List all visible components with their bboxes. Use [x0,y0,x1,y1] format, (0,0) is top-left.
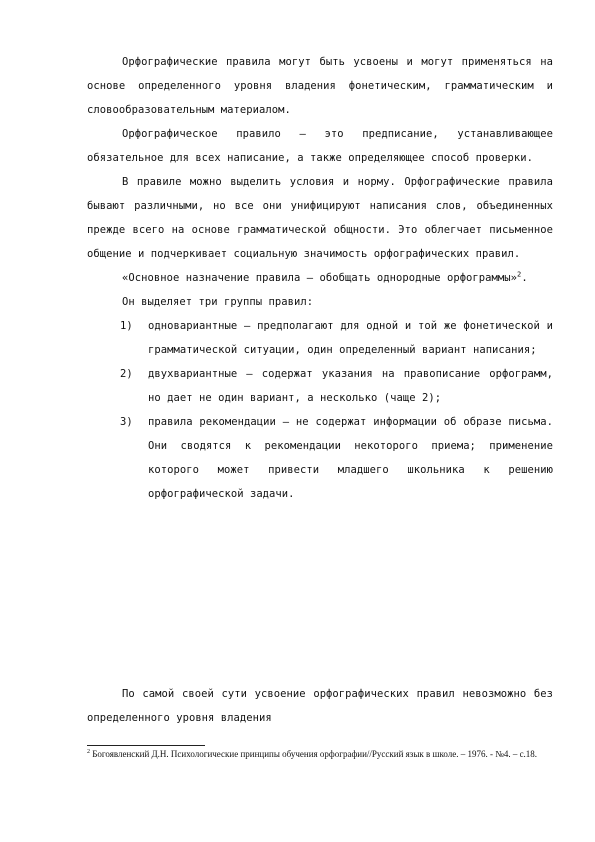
paragraph-2: Орфографическое правило – это предписание, устанавливающее обязательное для всех написание, а также определяющее способ проверки. [87,128,553,164]
paragraph-5: Он выделяет три группы правил: [122,296,314,308]
paragraph-4 [87,266,553,290]
list-text: правила рекомендации – не содержат информации об образе письма. Они сводятся к рекомендации некоторого приема; применение которого может привести младшего школьника к решению орфографической задачи. [148,416,553,500]
footnote-separator [87,745,205,746]
quote-end: . [521,272,528,284]
list-item [87,362,553,410]
main-text [87,50,553,506]
quote-text: «Основное назначение правила – обобщать однородные орфограммы» [122,272,518,284]
list-item [87,314,553,362]
list-number: 1) [120,320,133,332]
rules-list [87,314,553,506]
paragraph-6: По самой своей сути усвоение орфографических правил невозможно без определенного уровня владения [87,688,553,724]
footnote-ref: 2 [517,270,522,279]
list-item [87,410,553,506]
list-number: 3) [120,416,133,428]
list-number: 2) [120,368,133,380]
paragraph-1: Орфографические правила могут быть усвоены и могут применяться на основе определенного уровня владения фонетическим, грамматическим и словообразовательным материалом. [87,56,553,116]
footnote-text: Богоявленский Д.Н. Психологические принципы обучения орфографии//Русский язык в школе. – 1976. - №4. – с.18. [90,749,538,759]
footnote-marker: 2 [87,749,90,755]
closing-text [87,682,553,730]
paragraph-3: В правиле можно выделить условия и норму. Орфографические правила бывают различными, но все они унифицируют написания слов, объединенных прежде всего на основе грамматической общности. Это облегчает письменное общение и подчеркивает социальную значимость орфографических правил. [87,176,553,260]
list-text: двухвариантные – содержат указания на правописание орфограмм, но дает не один вариант, а несколько (чаще 2); [148,368,553,404]
list-text: одновариантные – предполагают для одной и той же фонетической и грамматической ситуации, один определенный вариант написания; [148,320,553,356]
footnote [87,747,553,762]
